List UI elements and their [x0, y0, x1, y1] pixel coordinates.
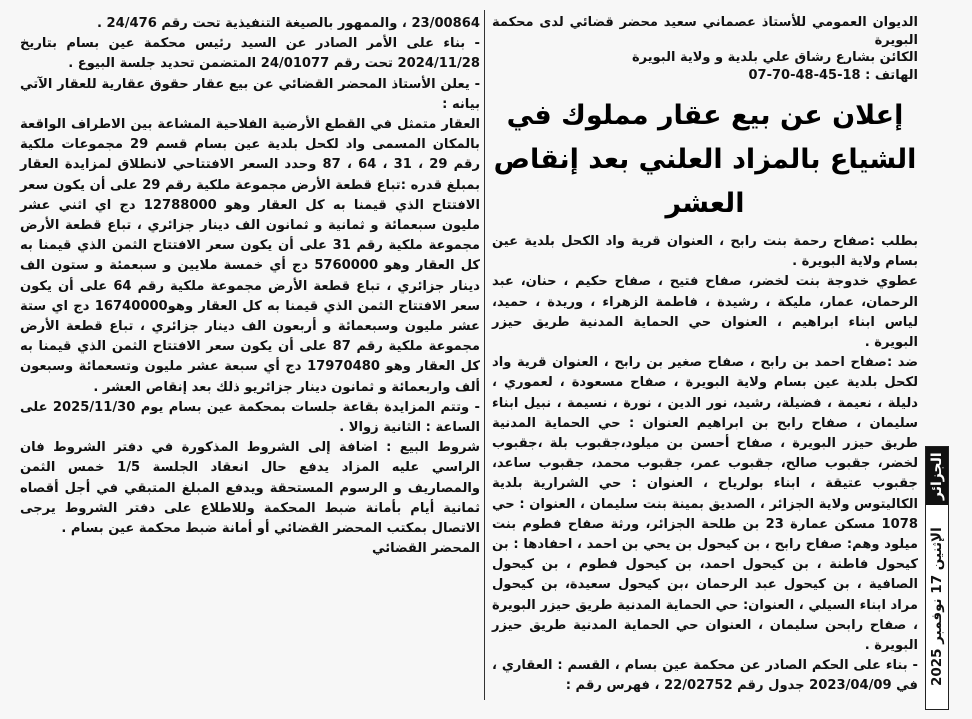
announcement-right-column [492, 14, 918, 697]
court-order-paragraph: - بناء على الأمر الصادر عن السيد رئيس محكمة عين بسام بتاريخ 2024/11/28 تحت رقم 24/01077 المتضمن تحديد جلسة البيوع . [20, 36, 480, 72]
parties-section [492, 232, 918, 697]
judgment-reference-paragraph: - بناء على الحكم الصادر عن محكمة عين بسام ، القسم : العقاري ، في 2023/04/09 جدول رقم 22/02752 ، فهرس رقم : [492, 658, 918, 694]
office-name: الديوان العمومي للأستاذ عصماني سعيد محضر قضائي لدى محكمة البويرة [492, 15, 918, 48]
announcement-headline: إعلان عن بيع عقار مملوك في الشياع بالمزاد العلني بعد إنقاص العشر [493, 100, 917, 219]
office-phone: الهاتف : 18-45-48-70-07 [748, 67, 918, 83]
property-description-paragraph: العقار متمثل في القطع الأرضية الفلاحية المشاعة بين الاطراف الواقعة بالمكان المسمى واد لكحل بلدية عين بسام قسم 29 مجموعات ملكية رقم 29 ، 31 ، 64 ، 87 وحدد السعر الافتتاحي لانطلاق لمزايدة العقار بمبلغ قدره :تباع قطعة الأرض مجموعة ملكية رقم 29 على أن يكون سعر الافتتاح الذي قيمنا به كل العقار وهو 12788000 دج اي اثني عشر مليون سبعمائة و ثمانية و ثمانون الف دينار جزائري ، تباع قطعة الأرض مجموعة ملكية رقم 31 على أن يكون سعر الافتتاح الثمن الذي قيمنا به كل العقار وهو 5760000 دج أي خمسة ملايين و سبعمئة و ستون الف دينار جزائري ، تباع قطعة الأرض مجموعة ملكية رقم 64 على أن يكون سعر الافتتاح الثمن الذي قيمنا به كل العقار وهو16740000 دج اي ستة عشر مليون وسبعمائة و أربعون الف دينار جزائري ، تباع قطعة الأرض مجموعة ملكية رقم 87 على أن يكون سعر الافتتاح الثمن الذي قيمنا به كل العقار وهو 17970480 دج أي سبعة عشر مليون وتسعمائة وسبعون ألف واربعمائة و ثمانون دينار جزائريو ذلك بعد إنقاص العشر . [20, 117, 481, 395]
plaintiffs-list-paragraph: عطوي خدوجة بنت لخضر، صفاح فتيح ، صفاح حكيم ، حنان، عبد الرحمان، عمار، مليكة ، رشيدة ، فاطمة الزهراء ، وريدة ، حميد، لياس ابناء ابراهيم ، العنوان حي الحماية المدنية طريق حيزر البويرة . [492, 274, 918, 351]
bailiff-office-header [492, 14, 918, 84]
sale-conditions-paragraph: شروط البيع : اضافة إلى الشروط المذكورة في دفتر الشروط فان الراسي عليه المزاد يدفع حال انعقاد الجلسة 1/5 خمس الثمن والمصاريف و الرسوم المستحقة ويدفع المبلغ المتبقي في أجل أقصاه ثمانية أيام بأمانة ضبط المحكمة وللاطلاع على دفتر الشروط يرجى الاتصال بمكتب المحضر القضائي أو أمانة ضبط محكمة عين بسام . [20, 440, 481, 537]
issue-date: الإثنين 17 نوفمبر 2025 [929, 527, 945, 687]
newspaper-spine [925, 446, 949, 710]
sale-notice-paragraph: - يعلن الأستاذ المحضر القضائي عن بيع عقار حقوق عقارية للعقار الآتي بيانه : [20, 76, 480, 112]
column-divider [484, 10, 485, 700]
auction-date-paragraph: - وتتم المزايدة بقاعة جلسات بمحكمة عين بسام يوم 2025/11/30 على الساعة : الثانية زوالا . [20, 399, 480, 436]
plaintiff-paragraph: بطلب :صفاح رحمة بنت رابح ، العنوان قرية واد الكحل بلدية عين بسام ولاية البويرة . [492, 234, 918, 270]
newspaper-logo: الجزائر [926, 447, 948, 505]
defendants-paragraph: ضد :صفاح احمد بن رابح ، صفاح صغير بن رابح ، العنوان قرية واد لكحل بلدية عين بسام ولاية البويرة ، صفاح مسعودة ، لعموري ، دليلة ، نعيمة ، فضيلة، رشيد، نور الدين ، نورة ، نسيمة ، نبيل ابناء سليمان ، صفاح رابح بن ابراهيم العنوان : حي الحماية المدنية طريق حيزر البويرة ، صفاح أحسن بن ميلود،جقبوب بلة ،جقبوب لخضر، جقبوب صالح، جقبوب عمر، جقبوب محمد، جقبوب ساعد، جقبوب عتيقة ، ابناء بولرياح ، العنوان : حي الشرارية بلدية الكاليتوس ولاية الجزائر ، الصديق بمينة بنت سليمان ، العنوان : حي 1078 مسكن عمارة 23 بن طلحة الجزائر، ورثة صفاح فطوم بنت ميلود وهم: صفاح رابح ، بن كيحول بن يحي بن احمد ، احفادها : بن كيحول فاطنة ، بن كيحول احمد، بن كيحول فطوم ، بن كيحول الصافية ، بن كيحول عبد الرحمان ،بن كيحول سعيدة، بن كيحول مراد ابناء السيلي ، العنوان: حي الحماية المدنية طريق حيزر البويرة ، صفاح رابحن سليمان ، العنوان حي الحماية المدنية طريق حيزر البويرة . [492, 355, 918, 654]
office-address: الكائن بشارع رشاق علي بلدية و ولاية البويرة [631, 50, 918, 65]
enforcement-formula-paragraph: 23/00864 ، والممهور بالصيغة التنفيذية تحت رقم 24/476 . [96, 16, 480, 31]
announcement-left-column [20, 14, 480, 559]
signature-line: المحضر القضائي [371, 541, 480, 557]
